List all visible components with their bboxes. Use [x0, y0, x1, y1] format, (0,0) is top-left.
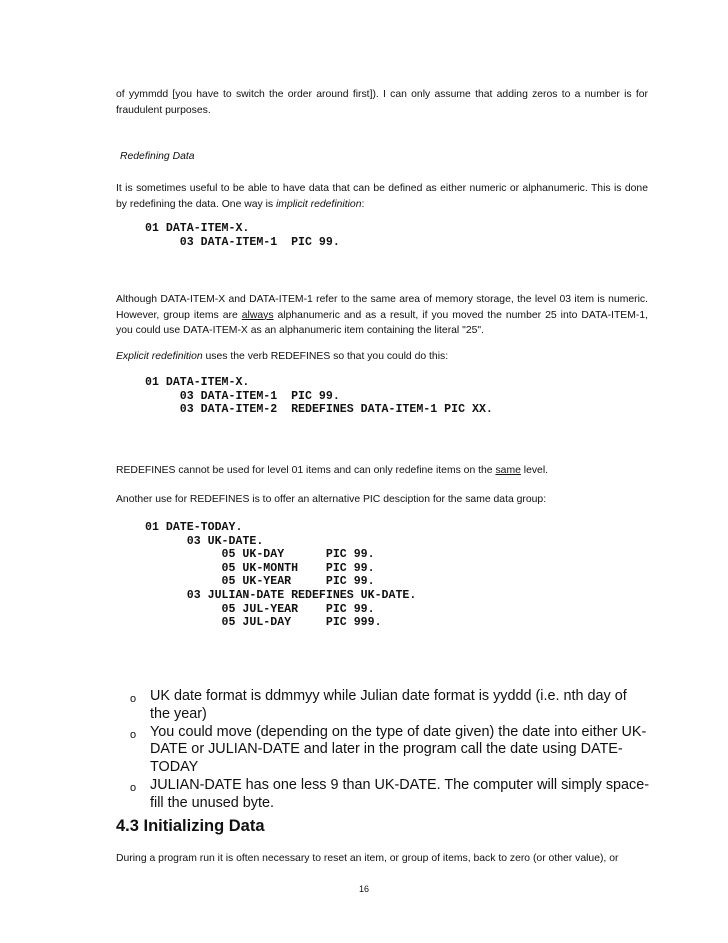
paragraph-numeric-text: It is sometimes useful to be able to have data that can be defined as either numeric or alphanumeric. This is done by redefining the data. One way is: [116, 183, 648, 210]
bullet-circle-icon: o: [130, 728, 137, 741]
paragraph-intro: [116, 87, 648, 118]
paragraph-although-text-end: alphanumeric and as a result, if you moved the number 25 into DATA-ITEM-1, you could use DATA-ITEM-X as an alphanumeric item containing the literal "25".: [116, 309, 648, 337]
list-item: [130, 777, 650, 813]
explicit-redefinition-term: Explicit redefinition: [116, 351, 203, 362]
paragraph-intro-text: of yymmdd [you have to switch the order around first]). I can only assume that adding zeros to a number is for fraudulent purposes.: [116, 89, 648, 116]
code-line: 05 UK-DAY PIC 99.: [145, 548, 375, 562]
code-line: 05 UK-YEAR PIC 99.: [145, 575, 375, 589]
code-line: 01 DATA-ITEM-X.: [145, 222, 250, 235]
paragraph-although: [116, 292, 648, 339]
list-item: [130, 724, 650, 777]
page-number: 16: [358, 884, 369, 894]
bullet-circle-icon: o: [130, 693, 137, 705]
code-block-date-today: [145, 521, 416, 630]
paragraph-explicit: [116, 349, 648, 365]
code-line: 01 DATA-ITEM-X.: [145, 376, 250, 389]
code-line: 05 JUL-DAY PIC 999.: [145, 616, 382, 630]
code-block-explicit: [145, 376, 493, 417]
paragraph-numeric-alphanumeric: [116, 181, 648, 212]
code-line: 01 DATE-TODAY.: [145, 521, 243, 534]
bullet-text: You could move (depending on the type of date given) the date into either UK-DATE or JULIAN-DATE and later in the program call the date using DATE-TODAY: [150, 723, 647, 776]
bullet-text: UK date format is ddmmyy while Julian date format is yyddd (i.e. nth day of the year): [150, 688, 627, 722]
paragraph-explicit-text: uses the verb REDEFINES so that you could do this:: [202, 351, 449, 362]
paragraph-numeric-colon: :: [361, 198, 365, 210]
paragraph-redefines-text: REDEFINES cannot be used for level 01 items and can only redefine items on the: [116, 465, 496, 476]
paragraph-during-text: During a program run it is often necessary to reset an item, or group of items, back to zero (or other value), or: [116, 853, 619, 864]
code-line: 05 JUL-YEAR PIC 99.: [145, 602, 375, 616]
code-line: 03 DATA-ITEM-1 PIC 99.: [145, 235, 340, 249]
section-heading-initializing-data: 4.3 Initializing Data: [116, 817, 265, 835]
notes-bullet-list: [130, 688, 650, 813]
paragraph-another-use: [116, 492, 648, 508]
paragraph-during: [116, 851, 648, 867]
code-line: 03 DATA-ITEM-1 PIC 99.: [145, 389, 340, 403]
paragraph-redefines-level: [116, 463, 648, 479]
code-line: 03 JULIAN-DATE REDEFINES UK-DATE.: [145, 588, 417, 602]
paragraph-although-text: Although DATA-ITEM-X and DATA-ITEM-1 refer to the same area of memory storage, the level 03 item is numeric. However, group items are: [116, 294, 648, 321]
code-block-implicit: [145, 222, 340, 249]
code-line: 05 UK-MONTH PIC 99.: [145, 561, 375, 575]
code-line: 03 UK-DATE.: [145, 534, 264, 548]
list-item: [130, 688, 650, 724]
subheading-redefining-data: Redefining Data: [120, 151, 195, 162]
always-underlined: always: [241, 309, 274, 321]
code-line: 03 DATA-ITEM-2 REDEFINES DATA-ITEM-1 PIC XX.: [145, 403, 493, 417]
implicit-redefinition-term: implicit redefinition: [276, 198, 362, 210]
paragraph-another-text: Another use for REDEFINES is to offer an alternative PIC desciption for the same data group:: [116, 494, 547, 505]
paragraph-redefines-end: level.: [520, 465, 549, 476]
bullet-circle-icon: o: [130, 781, 137, 794]
bullet-text: JULIAN-DATE has one less 9 than UK-DATE. The computer will simply space-fill the unused byte.: [150, 776, 650, 811]
same-underlined: same: [495, 465, 521, 476]
